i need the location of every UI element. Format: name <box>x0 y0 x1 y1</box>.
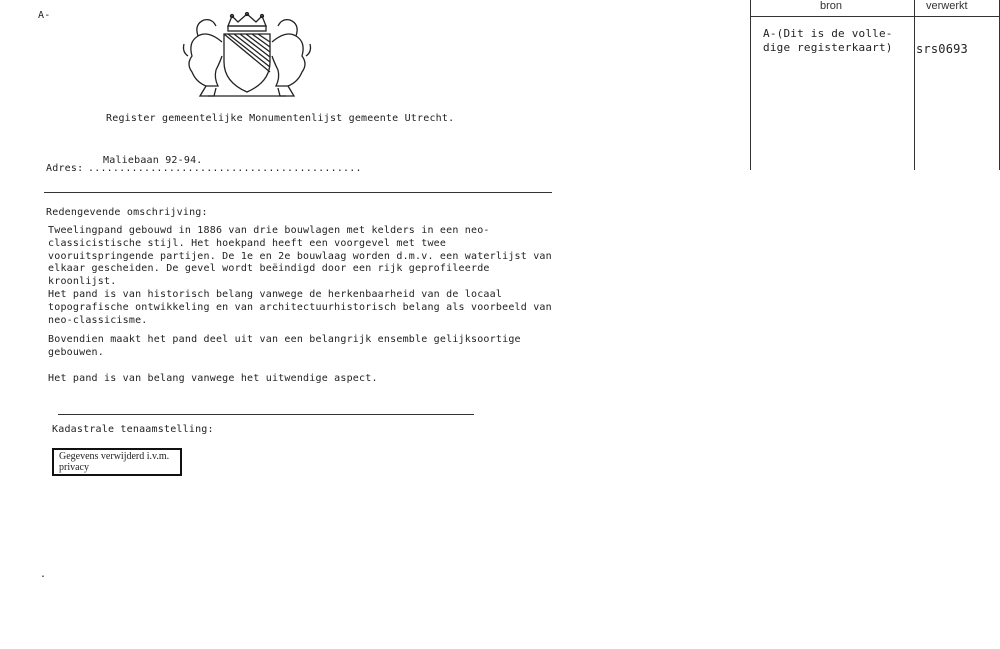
bron-cell: A-(Dit is de volle- dige registerkaart) <box>763 27 893 54</box>
address-dotted-line: ............................................ <box>88 163 362 174</box>
description-ensemble: Bovendien maakt het pand deel uit van een belangrijk ensemble gelijksoortige gebouwen. <box>48 334 521 358</box>
corner-mark: A- <box>38 10 51 21</box>
address-value: Maliebaan 92-94. <box>103 155 203 166</box>
divider <box>58 414 474 415</box>
description-heading: Redengevende omschrijving: <box>46 207 208 218</box>
utrecht-coat-of-arms-icon <box>178 12 316 98</box>
table-header-border <box>750 16 1000 17</box>
verwerkt-cell: srs0693 <box>916 42 968 56</box>
table-border-middle <box>914 0 915 170</box>
table-border-left <box>750 0 751 170</box>
divider <box>44 192 552 193</box>
column-header-verwerkt: verwerkt <box>926 0 968 12</box>
column-header-bron: bron <box>820 0 843 12</box>
index-table <box>750 0 1000 170</box>
privacy-notice: Gegevens verwijderd i.v.m. privacy <box>52 448 182 476</box>
cadastre-label: Kadastrale tenaamstelling: <box>52 424 214 435</box>
register-title: Register gemeentelijke Monumentenlijst gemeente Utrecht. <box>106 113 455 124</box>
address-label: Adres: <box>46 163 84 174</box>
description-body: Tweelingpand gebouwd in 1886 van drie bouwlagen met kelders in een neo- classicistische stijl. Het hoekpand heeft een voorgevel met twee vooruitspringende partijen. De 1e en 2e bouwlaag worden d.m.v. een waterlijst van elkaar gescheiden. De gevel wordt beëindigd door een rijk geprofileerde kroonlijst. Het pand is van historisch belang vanwege de herkenbaarheid van de locaal topografische ontwikkeling en van architectuurhistorisch belang als voorbeeld van neo-classicisme. <box>48 225 552 326</box>
stray-mark: . <box>40 569 47 580</box>
description-aspect: Het pand is van belang vanwege het uitwendige aspect. <box>48 373 378 384</box>
